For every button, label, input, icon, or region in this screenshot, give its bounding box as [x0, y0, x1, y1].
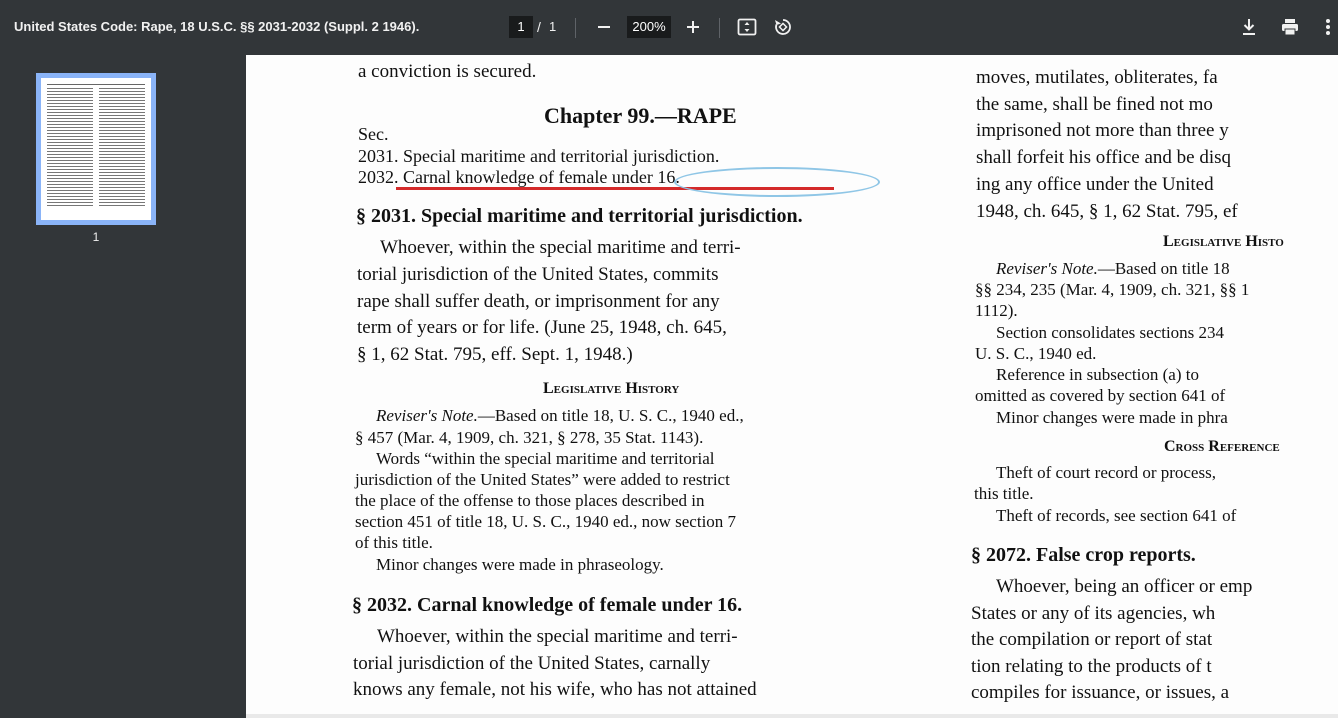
section-2032-line: torial jurisdiction of the United States, carnally — [353, 653, 711, 674]
document-viewer[interactable] — [246, 55, 1338, 718]
revisers-note-text: —Based on title 18, U. S. C., 1940 ed., — [477, 406, 744, 425]
cross-references-heading: Cross Reference — [1164, 438, 1280, 455]
section-2072-line: tion relating to the products of t — [971, 656, 1212, 677]
total-pages: 1 — [549, 19, 557, 34]
chapter-heading: Chapter 99.—RAPE — [544, 103, 737, 128]
zoom-in-button[interactable] — [680, 14, 706, 40]
section-2072-line: compiles for issuance, or issues, a — [971, 682, 1230, 703]
revisers-note-line: 1112). — [975, 301, 1018, 320]
section-2031-heading: § 2031. Special maritime and territorial jurisdiction. — [356, 205, 803, 227]
revisers-note-line: the place of the offense to those places described in — [355, 491, 705, 510]
pdf-page — [246, 55, 1338, 718]
download-icon — [1241, 18, 1257, 36]
section-2031-line: Whoever, within the special maritime and terri- — [380, 237, 741, 258]
text-line: moves, mutilates, obliterates, fa — [976, 67, 1218, 88]
revisers-note-line: Minor changes were made in phra — [996, 408, 1228, 427]
text-line: 1948, ch. 645, § 1, 62 Stat. 795, ef — [976, 201, 1238, 222]
revisers-note-line: U. S. C., 1940 ed. — [975, 344, 1097, 363]
thumbnail-page-preview — [41, 78, 151, 220]
revisers-note-line: omitted as covered by section 641 of — [975, 386, 1226, 405]
section-2072-line: States or any of its agencies, wh — [971, 603, 1216, 624]
zoom-input[interactable]: 200% — [627, 16, 671, 38]
text-line: imprisoned not more than three y — [976, 120, 1229, 141]
thumbnail-sidebar — [0, 55, 246, 718]
revisers-note-text: —Based on title 18 — [1097, 259, 1230, 278]
section-2032-line: knows any female, not his wife, who has not attained — [353, 679, 757, 700]
cross-reference-line: this title. — [974, 484, 1034, 503]
minus-icon — [597, 20, 611, 34]
pdf-toolbar — [0, 0, 1338, 55]
current-page-input[interactable]: 1 — [509, 16, 533, 38]
right-column — [968, 55, 1338, 718]
toolbar-divider — [575, 18, 576, 38]
revisers-note-line: section 451 of title 18, U. S. C., 1940 ed., now section 7 — [355, 512, 737, 531]
zoom-out-button[interactable] — [591, 14, 617, 40]
toolbar-divider — [719, 18, 720, 38]
rotate-icon — [773, 17, 793, 37]
revisers-note-line: §§ 234, 235 (Mar. 4, 1909, ch. 321, §§ 1 — [975, 280, 1250, 299]
cross-reference-line: Theft of court record or process, — [996, 463, 1216, 482]
section-2031-line: rape shall suffer death, or imprisonment for any — [357, 291, 720, 312]
text-line: shall forfeit his office and be disq — [976, 147, 1232, 168]
download-button[interactable] — [1236, 14, 1262, 40]
section-2031-line: § 1, 62 Stat. 795, eff. Sept. 1, 1948.) — [357, 344, 633, 365]
revisers-note-label: Reviser's Note. — [996, 259, 1098, 278]
section-2032-line: Whoever, within the special maritime and terri- — [377, 626, 738, 647]
toc-entry-2031: 2031. Special maritime and territorial jurisdiction. — [358, 146, 720, 166]
more-actions-button[interactable] — [1318, 14, 1338, 40]
blue-circle-annotation — [674, 167, 880, 197]
text-line: ing any office under the United — [976, 174, 1214, 195]
sec-label: Sec. — [358, 124, 389, 144]
text-line: the same, shall be fined not mo — [976, 94, 1213, 115]
section-2072-line: Whoever, being an officer or emp — [996, 576, 1253, 597]
more-vert-icon — [1325, 18, 1331, 36]
page-thumbnail[interactable] — [36, 73, 156, 225]
toc-entry-2032: 2032. Carnal knowledge of female under 16. — [358, 167, 680, 187]
revisers-note-line: Reference in subsection (a) to — [996, 365, 1199, 384]
rotate-button[interactable] — [770, 14, 796, 40]
revisers-note-label: Reviser's Note. — [376, 406, 478, 425]
revisers-note-line: Minor changes were made in phraseology. — [376, 555, 664, 574]
cross-reference-line: Theft of records, see section 641 of — [996, 506, 1237, 525]
revisers-note-line: Section consolidates sections 234 — [996, 323, 1225, 342]
section-2031-line: term of years or for life. (June 25, 1948, ch. 645, — [357, 317, 727, 338]
page-separator: / — [537, 19, 541, 35]
printer-icon — [1281, 18, 1299, 36]
revisers-note-line: Words “within the special maritime and territorial — [376, 449, 715, 468]
plus-icon — [686, 20, 700, 34]
legislative-history-heading: Legislative Histo — [1163, 233, 1284, 250]
revisers-note-line: jurisdiction of the United States” were added to restrict — [355, 470, 730, 489]
legislative-history-heading: Legislative History — [543, 380, 680, 397]
section-2072-line: the compilation or report of stat — [971, 629, 1213, 650]
revisers-note-line: of this title. — [355, 533, 433, 552]
left-column — [246, 55, 946, 718]
document-title: United States Code: Rape, 18 U.S.C. §§ 2031-2032 (Suppl. 2 1946). — [14, 19, 420, 34]
print-button[interactable] — [1277, 14, 1303, 40]
text-line: a conviction is secured. — [358, 61, 537, 82]
section-2032-heading: § 2032. Carnal knowledge of female under 16. — [352, 594, 743, 616]
fit-page-icon — [737, 18, 757, 36]
fit-to-page-button[interactable] — [734, 14, 760, 40]
thumbnail-page-number: 1 — [92, 230, 100, 244]
section-2072-heading: § 2072. False crop reports. — [971, 544, 1196, 566]
page-bottom-edge — [246, 714, 1338, 718]
section-2031-line: torial jurisdiction of the United States, commits — [357, 264, 719, 285]
revisers-note-line: § 457 (Mar. 4, 1909, ch. 321, § 278, 35 Stat. 1143). — [355, 428, 704, 447]
